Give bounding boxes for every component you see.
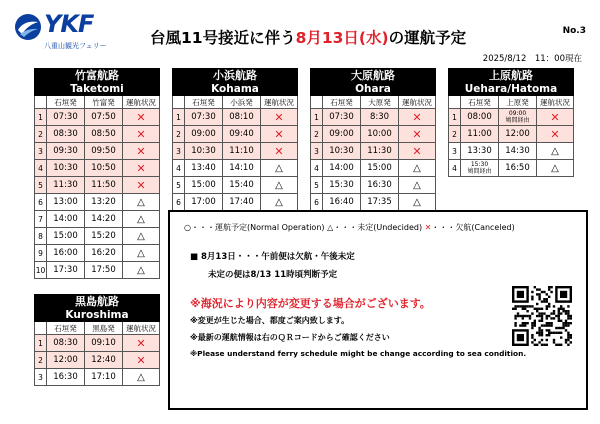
cancel-mark-icon: ✕ (136, 353, 146, 367)
time: 16:20 (91, 248, 116, 258)
undecided-mark-icon: △ (551, 145, 559, 157)
schedule-row (311, 109, 436, 126)
time: 13:30 (467, 146, 492, 156)
time: 10:30 (329, 146, 354, 156)
schedule-row (311, 177, 436, 194)
qr-code-icon[interactable] (512, 286, 572, 346)
undecided-mark-icon: △ (137, 247, 145, 259)
time: 14:10 (229, 163, 254, 173)
trip-number: 1 (35, 109, 47, 126)
undecided-mark-icon: △ (275, 196, 283, 208)
time: 09:30 (53, 146, 78, 156)
departure-ishigaki (461, 109, 499, 126)
time: 14:00 (53, 214, 78, 224)
trip-number: 3 (173, 143, 185, 160)
time: 10:30 (53, 163, 78, 173)
cancel-mark-icon: ✕ (274, 110, 284, 124)
title-date: 8月13日(水) (295, 29, 389, 47)
departure-island (361, 177, 399, 194)
departure-ishigaki (185, 109, 223, 126)
time: 09:00 (508, 110, 527, 117)
departure-island (223, 126, 261, 143)
time: 15:20 (91, 231, 116, 241)
time: 11:10 (229, 146, 254, 156)
departure-island (499, 143, 537, 160)
trip-number: 2 (35, 352, 47, 369)
col-no (173, 96, 185, 109)
route-name-jp: 竹富航路 (35, 69, 160, 83)
status-canceled (123, 143, 160, 160)
cancel-mark-icon: ✕ (136, 178, 146, 192)
departure-island (223, 109, 261, 126)
notice-pending: 未定の便は8/13 11時頃判断予定 (208, 270, 338, 280)
schedule-row (35, 126, 160, 143)
time: 07:50 (91, 112, 116, 122)
status-undecided (123, 211, 160, 228)
departure-island (223, 177, 261, 194)
undecided-mark-icon: △ (137, 264, 145, 276)
departure-ishigaki (461, 143, 499, 160)
departure-island (361, 194, 399, 211)
trip-number: 5 (35, 177, 47, 194)
schedule-row (35, 160, 160, 177)
time: 08:30 (53, 338, 78, 348)
time: 08:50 (91, 129, 116, 139)
trip-number: 1 (35, 335, 47, 352)
departure-ishigaki (185, 194, 223, 211)
trip-number: 6 (173, 194, 185, 211)
departure-ishigaki (47, 126, 85, 143)
departure-island (85, 109, 123, 126)
departure-ishigaki (47, 369, 85, 386)
departure-island (85, 194, 123, 211)
departure-island (499, 160, 537, 177)
schedule-row (449, 109, 574, 126)
column-header: 運航状況 (537, 96, 574, 109)
time: 17:00 (191, 197, 216, 207)
departure-island (85, 211, 123, 228)
trip-number: 3 (35, 143, 47, 160)
schedule-row (35, 335, 160, 352)
status-canceled (123, 177, 160, 194)
ykf-logo (14, 8, 144, 56)
route-table-taketomi (34, 68, 160, 279)
time: 15:30 (470, 161, 489, 168)
schedule-row (35, 194, 160, 211)
time: 08:10 (229, 112, 254, 122)
departure-ishigaki (323, 194, 361, 211)
brand-name: YKF (44, 10, 94, 38)
time: 15:40 (229, 180, 254, 190)
title-pre: 台風11号接近に伴う (150, 29, 296, 47)
route-table-ohara (310, 68, 436, 211)
status-canceled (261, 109, 298, 126)
departure-ishigaki (323, 177, 361, 194)
route-name-en: Ohara (311, 83, 436, 96)
cancel-mark-icon: ✕ (136, 110, 146, 124)
time: 15:30 (329, 180, 354, 190)
column-header: 運航状況 (123, 322, 160, 335)
trip-number: 4 (311, 160, 323, 177)
undecided-mark-icon: △ (413, 162, 421, 174)
time: 16:00 (53, 248, 78, 258)
time: 09:00 (191, 129, 216, 139)
undecided-mark-icon: △ (137, 371, 145, 383)
time: 12:00 (53, 355, 78, 365)
departure-ishigaki (47, 194, 85, 211)
document-number: No.3 (562, 26, 586, 36)
column-header: 石垣発 (47, 96, 85, 109)
departure-island (85, 177, 123, 194)
departure-ishigaki (47, 352, 85, 369)
departure-ishigaki (47, 177, 85, 194)
departure-island (223, 194, 261, 211)
time: 16:50 (505, 163, 530, 173)
info-box (168, 210, 588, 410)
schedule-row (311, 194, 436, 211)
time: 10:00 (367, 129, 392, 139)
warning-text: ※海況により内容が変更する場合がございます。 (190, 297, 431, 310)
departure-ishigaki (185, 143, 223, 160)
cancel-mark-icon: ✕ (274, 144, 284, 158)
status-canceled (261, 143, 298, 160)
departure-ishigaki (47, 160, 85, 177)
schedule-row (35, 352, 160, 369)
time: 12:40 (91, 355, 116, 365)
departure-ishigaki (47, 262, 85, 279)
legend-normal: ○・・・運航予定(Normal Operation) (184, 223, 325, 232)
departure-ishigaki (323, 126, 361, 143)
time: 14:30 (505, 146, 530, 156)
status-canceled (123, 352, 160, 369)
via-hatoma: 鳩間経由 (467, 168, 492, 175)
status-undecided (261, 194, 298, 211)
schedule-row (35, 109, 160, 126)
time: 15:00 (53, 231, 78, 241)
time: 11:00 (467, 129, 492, 139)
status-undecided (123, 262, 160, 279)
schedule-row (35, 143, 160, 160)
note-english: ※Please understand ferry schedule might be change according to sea condition. (190, 349, 527, 358)
trip-number: 2 (35, 126, 47, 143)
undecided-mark-icon: △ (275, 179, 283, 191)
column-header: 大原発 (361, 96, 399, 109)
trip-number: 3 (449, 143, 461, 160)
undecided-mark-icon: △ (275, 162, 283, 174)
departure-ishigaki (461, 126, 499, 143)
route-name-jp: 小浜航路 (173, 69, 298, 83)
schedule-row (35, 228, 160, 245)
legend (184, 222, 515, 233)
time: 11:30 (367, 146, 392, 156)
status-undecided (261, 160, 298, 177)
departure-island (223, 160, 261, 177)
time: 13:40 (191, 163, 216, 173)
trip-number: 4 (173, 160, 185, 177)
notice-date: ■ 8月13日・・・午前便は欠航・午後未定 (190, 252, 355, 262)
schedule-row (311, 143, 436, 160)
departure-ishigaki (323, 109, 361, 126)
time: 17:10 (91, 372, 116, 382)
trip-number: 4 (449, 160, 461, 177)
undecided-mark-icon: △ (551, 162, 559, 174)
column-header: 竹富発 (85, 96, 123, 109)
time: 14:00 (329, 163, 354, 173)
departure-ishigaki (47, 211, 85, 228)
schedule-row (35, 245, 160, 262)
departure-island (85, 143, 123, 160)
brand-subtitle: 八重山観光フェリー (44, 42, 107, 50)
schedule-row (173, 177, 298, 194)
time: 16:30 (53, 372, 78, 382)
schedule-row (173, 109, 298, 126)
schedule-row (311, 126, 436, 143)
departure-island (85, 335, 123, 352)
time: 09:00 (329, 129, 354, 139)
status-canceled (399, 126, 436, 143)
undecided-mark-icon: △ (137, 196, 145, 208)
undecided-mark-icon: △ (413, 179, 421, 191)
legend-x-mark: ✕ (424, 223, 432, 232)
time: 07:30 (329, 112, 354, 122)
departure-island (85, 126, 123, 143)
schedule-row (449, 143, 574, 160)
cancel-mark-icon: ✕ (136, 336, 146, 350)
cancel-mark-icon: ✕ (550, 110, 560, 124)
time: 08:00 (467, 112, 492, 122)
trip-number: 5 (311, 177, 323, 194)
trip-number: 8 (35, 228, 47, 245)
time: 15:00 (367, 163, 392, 173)
column-header: 石垣発 (185, 96, 223, 109)
col-no (35, 322, 47, 335)
col-no (449, 96, 461, 109)
time: 17:35 (367, 197, 392, 207)
route-name-en: Uehara/Hatoma (449, 83, 574, 96)
time: 13:00 (53, 197, 78, 207)
status-undecided (123, 369, 160, 386)
time: 09:40 (229, 129, 254, 139)
time: 11:30 (53, 180, 78, 190)
departure-island (499, 109, 537, 126)
time: 16:30 (367, 180, 392, 190)
departure-island (499, 126, 537, 143)
schedule-row (449, 160, 574, 177)
departure-island (85, 245, 123, 262)
page-title (150, 26, 466, 48)
cancel-mark-icon: ✕ (136, 144, 146, 158)
status-canceled (399, 109, 436, 126)
departure-island (85, 160, 123, 177)
schedule-row (449, 126, 574, 143)
time: 17:30 (53, 265, 78, 275)
status-canceled (123, 126, 160, 143)
trip-number: 6 (35, 194, 47, 211)
departure-island (85, 228, 123, 245)
column-header: 運航状況 (261, 96, 298, 109)
cancel-mark-icon: ✕ (412, 110, 422, 124)
note-qr: ※最新の運航情報は右のＱＲコードからご確認ください (190, 333, 390, 342)
schedule-row (35, 211, 160, 228)
trip-number: 2 (173, 126, 185, 143)
schedule-row (35, 177, 160, 194)
departure-ishigaki (47, 335, 85, 352)
time: 07:30 (53, 112, 78, 122)
departure-island (361, 126, 399, 143)
departure-island (85, 262, 123, 279)
trip-number: 3 (311, 143, 323, 160)
note-change: ※変更が生じた場合、都度ご案内致します。 (190, 316, 350, 325)
title-post: の運航予定 (388, 29, 467, 47)
trip-number: 3 (35, 369, 47, 386)
status-undecided (537, 143, 574, 160)
time: 09:10 (91, 338, 116, 348)
undecided-mark-icon: △ (413, 196, 421, 208)
trip-number: 2 (449, 126, 461, 143)
time: 17:50 (91, 265, 116, 275)
legend-canceled: ・・・欠航(Canceled) (431, 223, 515, 232)
cancel-mark-icon: ✕ (550, 127, 560, 141)
status-canceled (399, 143, 436, 160)
trip-number: 6 (311, 194, 323, 211)
status-undecided (123, 194, 160, 211)
departure-island (85, 369, 123, 386)
column-header: 運航状況 (399, 96, 436, 109)
departure-ishigaki (47, 245, 85, 262)
legend-undecided: △・・・未定(Undecided) (327, 223, 423, 232)
time: 07:30 (191, 112, 216, 122)
column-header: 小浜発 (223, 96, 261, 109)
departure-ishigaki (47, 228, 85, 245)
schedule-row (35, 262, 160, 279)
trip-number: 9 (35, 245, 47, 262)
cancel-mark-icon: ✕ (274, 127, 284, 141)
status-canceled (537, 109, 574, 126)
status-canceled (123, 160, 160, 177)
schedule-row (173, 194, 298, 211)
timestamp: 2025/8/12 11：00現在 (482, 54, 582, 64)
column-header: 運航状況 (123, 96, 160, 109)
time: 11:50 (91, 180, 116, 190)
route-name-en: Kohama (173, 83, 298, 96)
trip-number: 1 (173, 109, 185, 126)
departure-island (85, 352, 123, 369)
departure-ishigaki (461, 160, 499, 177)
column-header: 石垣発 (323, 96, 361, 109)
trip-number: 7 (35, 211, 47, 228)
route-name-jp: 上原航路 (449, 69, 574, 83)
departure-island (223, 143, 261, 160)
time: 10:50 (91, 163, 116, 173)
status-undecided (399, 160, 436, 177)
ferry-wave-icon (14, 12, 42, 42)
status-undecided (123, 245, 160, 262)
col-no (311, 96, 323, 109)
route-table-uehara (448, 68, 574, 177)
departure-island (361, 160, 399, 177)
departure-island (361, 143, 399, 160)
status-canceled (537, 126, 574, 143)
departure-island (361, 109, 399, 126)
time: 10:30 (191, 146, 216, 156)
status-undecided (399, 177, 436, 194)
time: 08:30 (53, 129, 78, 139)
time: 13:20 (91, 197, 116, 207)
trip-number: 2 (311, 126, 323, 143)
route-name-en: Taketomi (35, 83, 160, 96)
undecided-mark-icon: △ (137, 230, 145, 242)
status-canceled (123, 109, 160, 126)
cancel-mark-icon: ✕ (136, 161, 146, 175)
time: 15:00 (191, 180, 216, 190)
col-no (35, 96, 47, 109)
departure-ishigaki (323, 160, 361, 177)
cancel-mark-icon: ✕ (136, 127, 146, 141)
time: 17:40 (229, 197, 254, 207)
status-undecided (123, 228, 160, 245)
schedule-row (35, 369, 160, 386)
cancel-mark-icon: ✕ (412, 144, 422, 158)
departure-ishigaki (185, 160, 223, 177)
route-name-en: Kuroshima (35, 309, 160, 322)
via-hatoma: 鳩間経由 (505, 117, 530, 124)
time: 14:20 (91, 214, 116, 224)
departure-ishigaki (47, 143, 85, 160)
status-undecided (537, 160, 574, 177)
departure-ishigaki (323, 143, 361, 160)
route-table-kuroshima (34, 294, 160, 386)
time: 8:30 (369, 112, 390, 122)
time: 09:50 (91, 146, 116, 156)
trip-number: 1 (449, 109, 461, 126)
cancel-mark-icon: ✕ (412, 127, 422, 141)
trip-number: 4 (35, 160, 47, 177)
trip-number: 10 (35, 262, 47, 279)
schedule-row (173, 126, 298, 143)
column-header: 黒島発 (85, 322, 123, 335)
column-header: 石垣発 (461, 96, 499, 109)
status-undecided (261, 177, 298, 194)
time: 12:00 (505, 129, 530, 139)
status-canceled (123, 335, 160, 352)
departure-ishigaki (185, 126, 223, 143)
column-header: 石垣発 (47, 322, 85, 335)
schedule-row (311, 160, 436, 177)
route-table-kohama (172, 68, 298, 211)
route-name-jp: 黒島航路 (35, 295, 160, 309)
status-canceled (261, 126, 298, 143)
trip-number: 5 (173, 177, 185, 194)
departure-ishigaki (185, 177, 223, 194)
column-header: 上原発 (499, 96, 537, 109)
status-undecided (399, 194, 436, 211)
departure-ishigaki (47, 109, 85, 126)
trip-number: 1 (311, 109, 323, 126)
schedule-row (173, 143, 298, 160)
route-name-jp: 大原航路 (311, 69, 436, 83)
time: 16:40 (329, 197, 354, 207)
schedule-row (173, 160, 298, 177)
undecided-mark-icon: △ (137, 213, 145, 225)
